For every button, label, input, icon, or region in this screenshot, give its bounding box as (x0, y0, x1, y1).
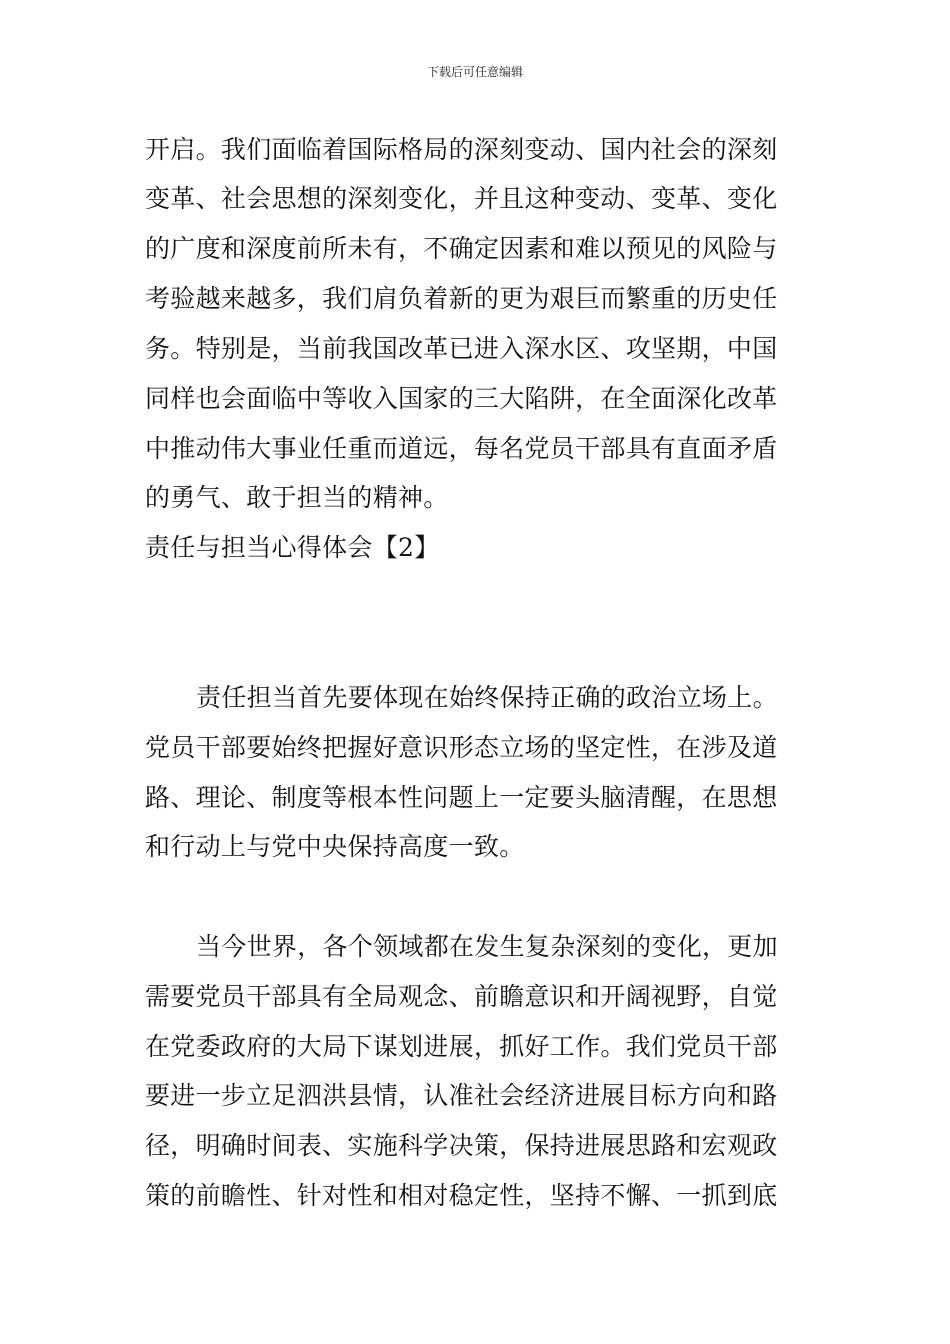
body-text-line: 同样也会面临中等收入国家的三大陷阱，在全面深化改革 (145, 384, 778, 413)
body-text-line: 的勇气、敢于担当的精神。 (145, 483, 449, 512)
body-text-line: 策的前瞻性、针对性和相对稳定性，坚持不懈、一抓到底 (145, 1181, 778, 1210)
body-text-line: 当今世界，各个领域都在发生复杂深刻的变化，更加 (196, 932, 778, 961)
body-text-line: 在党委政府的大局下谋划进展，抓好工作。我们党员干部 (145, 1032, 778, 1061)
body-text-line: 需要党员干部具有全局观念、前瞻意识和开阔视野，自觉 (145, 982, 778, 1011)
body-text-line: 中推动伟大事业任重而道远，每名党员干部具有直面矛盾 (145, 434, 778, 463)
body-text-line: 开启。我们面临着国际格局的深刻变动、国内社会的深刻 (145, 135, 778, 164)
body-text-line: 和行动上与党中央保持高度一致。 (145, 832, 525, 861)
section-heading: 责任与担当心得体会【2】 (145, 533, 440, 562)
body-text-line: 考验越来越多，我们肩负着新的更为艰巨而繁重的历史任 (145, 284, 778, 313)
body-text-line: 径，明确时间表、实施科学决策，保持进展思路和宏观政 (145, 1131, 778, 1160)
page-header: 下载后可任意编辑 (426, 65, 523, 79)
body-text-line: 变革、社会思想的深刻变化，并且这种变动、变革、变化 (145, 184, 778, 213)
body-text-line: 责任担当首先要体现在始终保持正确的政治立场上。 (196, 683, 778, 712)
body-text-line: 务。特别是，当前我国改革已进入深水区、攻坚期，中国 (145, 334, 778, 363)
body-text-line: 路、理论、制度等根本性问题上一定要头脑清醒，在思想 (145, 783, 778, 812)
body-text-line: 要进一步立足泗洪县情，认准社会经济进展目标方向和路 (145, 1081, 778, 1110)
body-text-line: 党员干部要始终把握好意识形态立场的坚定性，在涉及道 (145, 733, 778, 762)
body-text-line: 的广度和深度前所未有，不确定因素和难以预见的风险与 (145, 234, 778, 263)
